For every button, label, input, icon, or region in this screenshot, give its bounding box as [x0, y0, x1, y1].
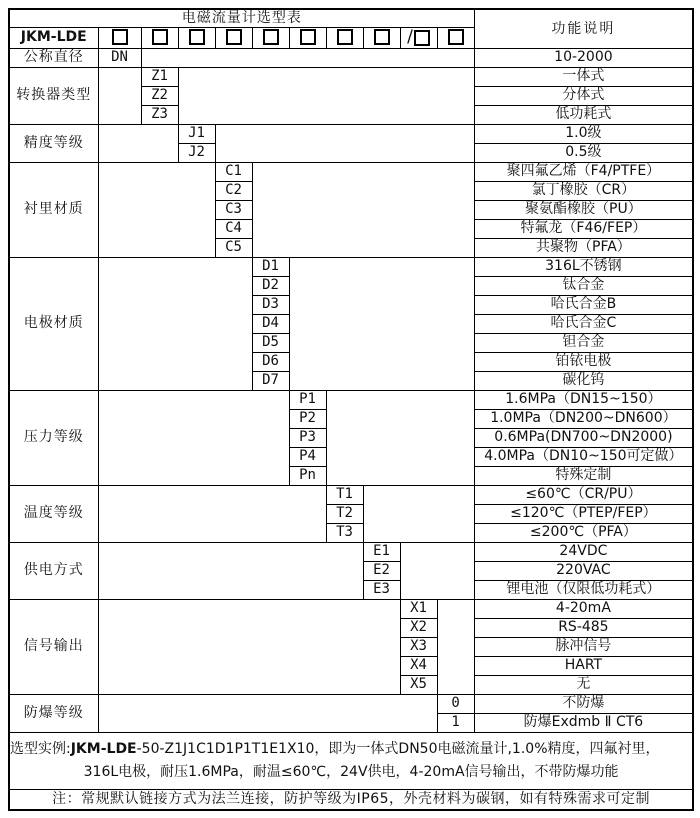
selection-example	[9, 732, 693, 789]
desc-1: 防爆Exdmb Ⅱ CT6	[474, 713, 693, 732]
desc-x1: 4-20mA	[474, 599, 693, 618]
code-c5: C5	[215, 238, 252, 257]
code-z2: Z2	[141, 86, 178, 105]
code-x1: X1	[400, 599, 437, 618]
code-d6: D6	[252, 352, 289, 371]
code-z3: Z3	[141, 105, 178, 124]
checkbox-icon	[337, 29, 353, 45]
category-lining-material: 衬里材质	[9, 162, 98, 257]
model-checkbox-2	[141, 27, 178, 48]
filler-cell	[178, 67, 474, 124]
code-c3: C3	[215, 200, 252, 219]
desc-p4: 4.0MPa（DN10~150可定做）	[474, 447, 693, 466]
filler-cell	[98, 390, 289, 485]
filler-cell	[252, 162, 474, 257]
code-d5: D5	[252, 333, 289, 352]
code-c1: C1	[215, 162, 252, 181]
desc-t1: ≤60℃（CR/PU）	[474, 485, 693, 504]
desc-z1: 一体式	[474, 67, 693, 86]
desc-d6: 铂铱电极	[474, 352, 693, 371]
desc-z3: 低功耗式	[474, 105, 693, 124]
filler-cell	[437, 599, 474, 694]
desc-c5: 共聚物（PFA）	[474, 238, 693, 257]
code-x4: X4	[400, 656, 437, 675]
desc-t2: ≤120℃（PTEP/FEP）	[474, 504, 693, 523]
code-p3: P3	[289, 428, 326, 447]
filler-cell	[98, 124, 178, 162]
desc-d1: 316L不锈钢	[474, 257, 693, 276]
example-label: 选型实例:	[10, 740, 71, 757]
code-d2: D2	[252, 276, 289, 295]
model-checkbox-8	[363, 27, 400, 48]
filler-cell	[98, 67, 141, 124]
example-text: -50-Z1J1C1D1P1T1E1X10，即为一体式DN50电磁流量计,1.0%精度，四氟衬里，	[136, 740, 660, 757]
model-checkbox-7	[326, 27, 363, 48]
category-explosion-proof-class: 防爆等级	[9, 694, 98, 732]
model-checkbox-4	[215, 27, 252, 48]
desc-d3: 哈氏合金B	[474, 295, 693, 314]
filler-cell	[98, 485, 326, 542]
filler-cell	[98, 542, 363, 599]
filler-cell	[400, 542, 474, 599]
desc-pn: 特殊定制	[474, 466, 693, 485]
code-d4: D4	[252, 314, 289, 333]
model-checkbox-1	[98, 27, 141, 48]
code-d3: D3	[252, 295, 289, 314]
desc-t3: ≤200℃（PFA）	[474, 523, 693, 542]
selection-table	[8, 8, 694, 811]
desc-e2: 220VAC	[474, 561, 693, 580]
code-p4: P4	[289, 447, 326, 466]
desc-d4: 哈氏合金C	[474, 314, 693, 333]
example-line-1	[10, 738, 692, 761]
category-electrode-material: 电极材质	[9, 257, 98, 390]
checkbox-icon	[189, 29, 205, 45]
desc-c4: 特氟龙（F46/FEP）	[474, 219, 693, 238]
code-j2: J2	[178, 143, 215, 162]
code-d7: D7	[252, 371, 289, 390]
function-column-header: 功能说明	[474, 9, 693, 48]
desc-x3: 脉冲信号	[474, 637, 693, 656]
checkbox-icon	[112, 29, 128, 45]
note-text: 注：常规默认链接方式为法兰连接，防护等级为IP65，外壳材料为碳钢，如有特殊需求可定制	[9, 789, 693, 810]
category-power-supply: 供电方式	[9, 542, 98, 599]
model-checkbox-6	[289, 27, 326, 48]
filler-cell	[98, 599, 400, 694]
code-t1: T1	[326, 485, 363, 504]
desc-dn: 10-2000	[474, 48, 693, 67]
code-dn: DN	[98, 48, 141, 67]
filler-cell	[363, 485, 474, 542]
code-c4: C4	[215, 219, 252, 238]
code-e1: E1	[363, 542, 400, 561]
filler-cell	[98, 694, 437, 732]
category-signal-output: 信号输出	[9, 599, 98, 694]
code-c2: C2	[215, 181, 252, 200]
code-x3: X3	[400, 637, 437, 656]
code-j1: J1	[178, 124, 215, 143]
desc-c1: 聚四氟乙烯（F4/PTFE）	[474, 162, 693, 181]
desc-d5: 钽合金	[474, 333, 693, 352]
filler-cell	[326, 390, 474, 485]
code-t3: T3	[326, 523, 363, 542]
filler-cell	[98, 162, 215, 257]
checkbox-icon	[300, 29, 316, 45]
filler-cell	[98, 257, 252, 390]
code-p2: P2	[289, 409, 326, 428]
desc-d2: 钛合金	[474, 276, 693, 295]
desc-c2: 氯丁橡胶（CR）	[474, 181, 693, 200]
desc-j2: 0.5级	[474, 143, 693, 162]
table-title: 电磁流量计选型表	[9, 9, 474, 27]
desc-c3: 聚氨酯橡胶（PU）	[474, 200, 693, 219]
desc-e1: 24VDC	[474, 542, 693, 561]
code-x5: X5	[400, 675, 437, 694]
code-pn: Pn	[289, 466, 326, 485]
desc-p1: 1.6MPa（DN15~150）	[474, 390, 693, 409]
desc-z2: 分体式	[474, 86, 693, 105]
model-checkbox-3	[178, 27, 215, 48]
filler-cell	[289, 257, 474, 390]
code-0: 0	[437, 694, 474, 713]
desc-j1: 1.0级	[474, 124, 693, 143]
category-accuracy-class: 精度等级	[9, 124, 98, 162]
filler-cell	[141, 48, 474, 67]
checkbox-icon	[263, 29, 279, 45]
model-checkbox-9	[400, 27, 437, 48]
desc-x2: RS-485	[474, 618, 693, 637]
model-name: JKM-LDE	[9, 27, 98, 48]
code-e3: E3	[363, 580, 400, 599]
checkbox-icon	[226, 29, 242, 45]
code-t2: T2	[326, 504, 363, 523]
checkbox-icon	[152, 29, 168, 45]
checkbox-icon	[374, 29, 390, 45]
desc-d7: 碳化钨	[474, 371, 693, 390]
filler-cell	[215, 124, 474, 162]
code-1: 1	[437, 713, 474, 732]
desc-p3: 0.6MPa(DN700~DN2000)	[474, 428, 693, 447]
slash-separator: /	[407, 27, 413, 47]
model-checkbox-5	[252, 27, 289, 48]
model-checkbox-10	[437, 27, 474, 48]
code-p1: P1	[289, 390, 326, 409]
code-e2: E2	[363, 561, 400, 580]
example-line-2: 316L电极，耐压1.6MPa，耐温≤60℃，24V供电，4-20mA信号输出，不带防爆功能	[83, 763, 619, 780]
desc-x5: 无	[474, 675, 693, 694]
code-d1: D1	[252, 257, 289, 276]
desc-0: 不防爆	[474, 694, 693, 713]
category-temperature-class: 温度等级	[9, 485, 98, 542]
checkbox-icon	[448, 29, 464, 45]
category-nominal-diameter: 公称直径	[9, 48, 98, 67]
example-model: JKM-LDE	[70, 740, 137, 757]
code-x2: X2	[400, 618, 437, 637]
category-converter-type: 转换器类型	[9, 67, 98, 124]
desc-x4: HART	[474, 656, 693, 675]
category-pressure-class: 压力等级	[9, 390, 98, 485]
desc-p2: 1.0MPa（DN200~DN600）	[474, 409, 693, 428]
code-z1: Z1	[141, 67, 178, 86]
desc-e3: 锂电池（仅限低功耗式）	[474, 580, 693, 599]
checkbox-icon	[414, 30, 430, 46]
